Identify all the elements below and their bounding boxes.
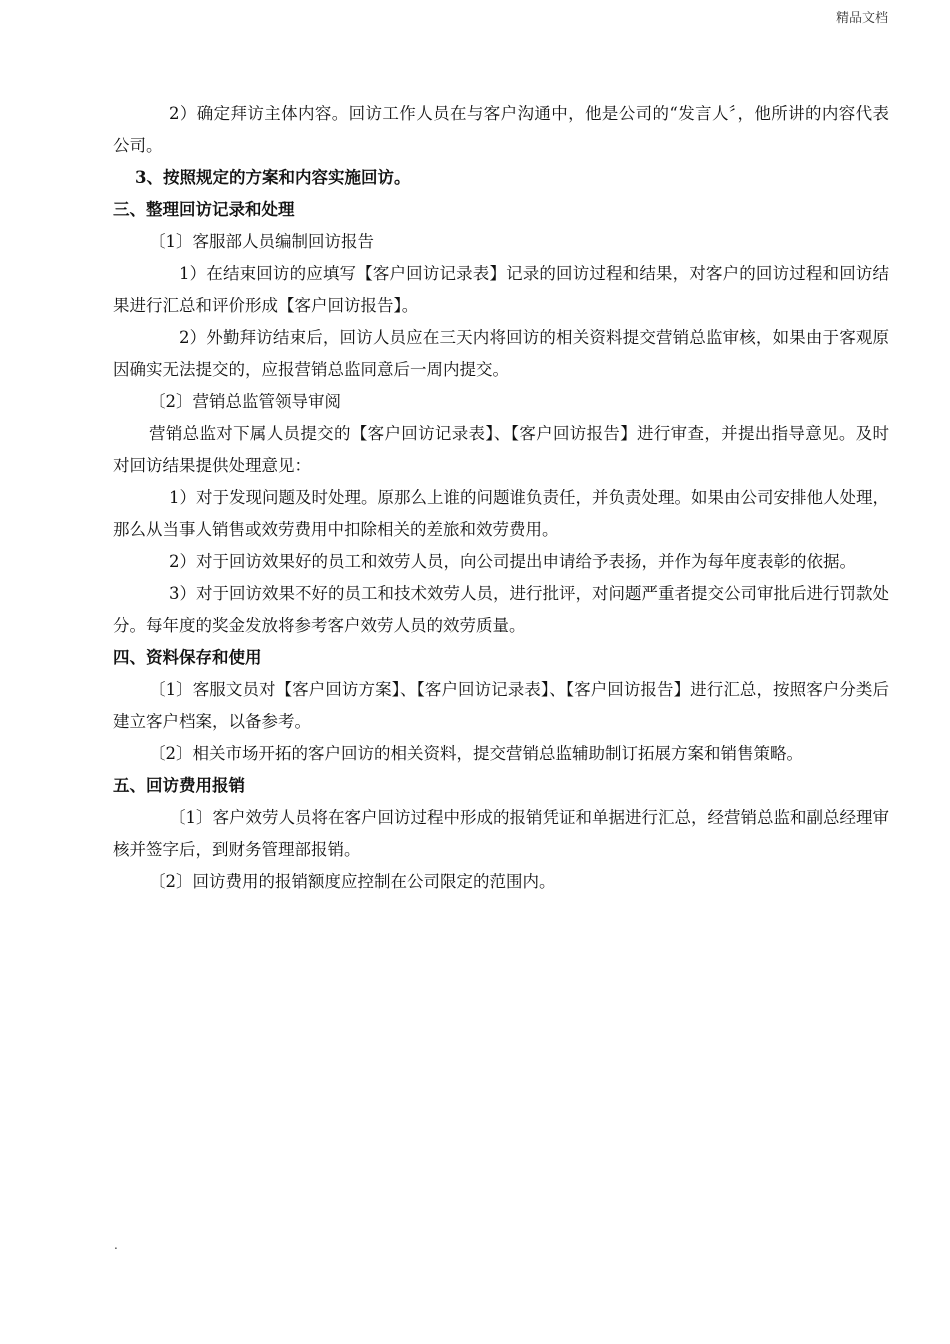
paragraph-market-materials: 〔2〕相关市场开拓的客户回访的相关资料，提交营销总监辅助制订拓展方案和销售策略。 bbox=[149, 744, 803, 763]
paragraph-expense-limit: 〔2〕回访费用的报销额度应控制在公司限定的范围内。 bbox=[149, 872, 556, 891]
paragraph-field-visit: 2）外勤拜访结束后，回访人员应在三天内将回访的相关资料提交营销总监审核，如果由于客观原因确实无法提交的，应报营销总监同意后一周内提交。 bbox=[113, 328, 889, 379]
paragraph-criticism: 3）对于回访效果不好的员工和技术效劳人员，进行批评，对问题严重者提交公司审批后进行罚款处分。每年度的奖金发放将参考客户效劳人员的效劳质量。 bbox=[113, 584, 889, 635]
section-heading-5: 五、回访费用报销 bbox=[113, 776, 245, 795]
document-body bbox=[113, 98, 889, 898]
header-watermark: 精品文档 bbox=[835, 11, 888, 26]
paragraph-handle-problems: 1）对于发现问题及时处理。原那么上谁的问题谁负责任，并负责处理。如果由公司安排他人处理，那么从当事人销售或效劳费用中扣除相关的差旅和效劳费用。 bbox=[113, 488, 889, 539]
paragraph-fill-record: 1）在结束回访的应填写【客户回访记录表】记录的回访过程和结果，对客户的回访过程和回访结果进行汇总和评价形成【客户回访报告】。 bbox=[113, 264, 889, 315]
section-heading-4: 四、资料保存和使用 bbox=[113, 648, 262, 667]
subheading-visit-report: 〔1〕客服部人员编制回访报告 bbox=[149, 232, 374, 251]
paragraph-confirm-content: 2）确定拜访主体内容。回访工作人员在与客户沟通中，他是公司的“发言人〞，他所讲的内容代表公司。 bbox=[113, 104, 889, 155]
paragraph-director-review: 营销总监对下属人员提交的【客户回访记录表】、【客户回访报告】进行审查，并提出指导意见。及时对回访结果提供处理意见： bbox=[113, 424, 889, 475]
paragraph-archive: 〔1〕客服文员对【客户回访方案】、【客户回访记录表】、【客户回访报告】进行汇总，按照客户分类后建立客户档案，以备参考。 bbox=[113, 680, 889, 731]
footer-dot: . bbox=[114, 1238, 118, 1252]
paragraph-praise: 2）对于回访效果好的员工和效劳人员，向公司提出申请给予表扬，并作为每年度表彰的依据。 bbox=[169, 552, 856, 571]
bold-item-implement-visit: 3、按照规定的方案和内容实施回访。 bbox=[135, 168, 411, 187]
paragraph-reimbursement: 〔1〕客户效劳人员将在客户回访过程中形成的报销凭证和单据进行汇总，经营销总监和副总经理审核并签字后，到财务管理部报销。 bbox=[113, 808, 889, 859]
section-heading-3: 三、整理回访记录和处理 bbox=[113, 200, 295, 219]
subheading-director-review: 〔2〕营销总监管领导审阅 bbox=[149, 392, 341, 411]
